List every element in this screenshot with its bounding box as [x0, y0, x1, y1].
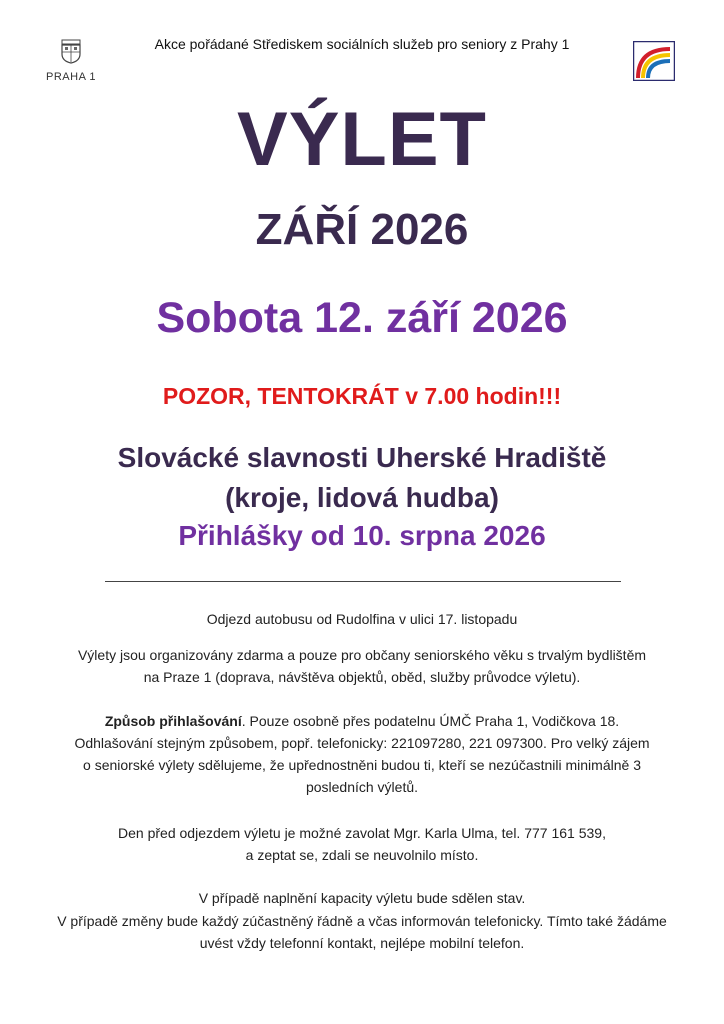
- registration-label: Způsob přihlašování: [104, 713, 242, 729]
- registration-text: . Pouze osobně přes podatelnu ÚMČ Praha 1, Vodičkova 18.: [241, 713, 620, 729]
- contact-paragraph: [30, 822, 694, 866]
- registration-line: posledních výletů.: [305, 779, 419, 795]
- page-title: VÝLET: [237, 97, 487, 182]
- change-line: V případě změny bude každý zúčastněný řádně a včas informován telefonicky. Tímto také žádáme: [57, 913, 667, 929]
- rainbow-icon: [633, 41, 675, 81]
- change-paragraph: [30, 910, 694, 954]
- eligibility-paragraph: [30, 644, 694, 688]
- registration-paragraph: [30, 710, 694, 798]
- event-name: Slovácké slavnosti Uherské Hradiště: [117, 442, 607, 473]
- capacity-note: V případě naplnění kapacity výletu bude sdělen stav.: [198, 890, 526, 906]
- eligibility-line: Výlety jsou organizovány zdarma a pouze pro občany seniorského věku s trvalým bydlištěm: [77, 647, 647, 663]
- change-line: uvést vždy telefonní kontakt, nejlépe mobilní telefon.: [199, 935, 525, 951]
- rainbow-logo: [633, 41, 675, 81]
- divider: [105, 581, 621, 582]
- praha1-caption: PRAHA 1: [46, 71, 96, 83]
- month-subtitle: ZÁŘÍ 2026: [255, 205, 469, 254]
- event-description: [0, 438, 724, 518]
- registration-line: o seniorské výlety sdělujeme, že upřednostněni budou ti, kteří se nezúčastnili minimálně 3: [83, 757, 641, 773]
- organizer-text: Akce pořádané Střediskem sociálních služeb pro seniory z Prahy 1: [154, 36, 570, 52]
- time-warning: POZOR, TENTOKRÁT v 7.00 hodin!!!: [162, 383, 562, 409]
- departure-info: Odjezd autobusu od Rudolfina v ulici 17. listopadu: [206, 611, 518, 627]
- contact-line: a zeptat se, zdali se neuvolnilo místo.: [245, 847, 479, 863]
- eligibility-line: na Praze 1 (doprava, návštěva objektů, oběd, služby průvodce výletu).: [143, 669, 581, 685]
- registration-line: [30, 710, 694, 732]
- contact-line: Den před odjezdem výletu je možné zavolat Mgr. Karla Ulma, tel. 777 161 539,: [118, 825, 606, 841]
- signup-date: Přihlášky od 10. srpna 2026: [178, 520, 546, 551]
- trip-date: Sobota 12. září 2026: [156, 294, 568, 342]
- event-detail: (kroje, lidová hudba): [225, 482, 499, 513]
- registration-line: Odhlašování stejným způsobem, popř. telefonicky: 221097280, 221 097300. Pro velký zájem: [74, 735, 650, 751]
